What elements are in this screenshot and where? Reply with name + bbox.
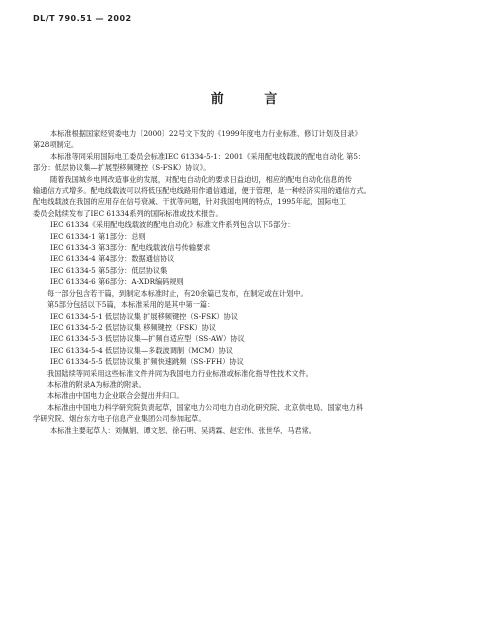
- paragraph-line: 本标准主要起草人：刘佩娟、谭文恕、徐石明、吴鸿霖、赵宏伟、张世华、马君常。: [50, 425, 316, 435]
- paragraph-line: 学研究院、烟台东方电子信息产业集团公司参加起草。: [33, 414, 206, 424]
- paragraph-line: 配电线载波在我国的应用存在信号衰减、干扰等问题，针对我国电网的特点，1995年起，国际电工: [33, 197, 346, 207]
- paragraph-line: IEC 61334-1 第1部分：总则: [50, 231, 146, 241]
- paragraph-line: IEC 61334-5-5 低层协议集 扩频快速跳频（SS-FFH）协议: [50, 357, 244, 367]
- paragraph-line: 本标准等同采用国际电工委员会标准IEC 61334-5-1：2001《采用配电线载波的配电自动化 第5：: [50, 151, 366, 161]
- paragraph-line: 委员会陆续发布了IEC 61334系列的国际标准或技术报告。: [33, 208, 223, 218]
- paragraph-line: IEC 61334-6 第6部分：A-XDR编码规则: [50, 277, 184, 287]
- paragraph-line: 第5部分包括以下5篇，本标准采用的是其中第一篇：: [47, 300, 215, 310]
- paragraph-line: IEC 61334-5-3 低层协议集—扩频自适应型（SS-AW）协议: [50, 334, 245, 344]
- paragraph-line: 每一部分包含若干篇，到制定本标准时止，有20余篇已发布，在制定或在计划中。: [47, 288, 308, 298]
- paragraph-line: 第28项制定。: [33, 140, 79, 150]
- paragraph-line: 随着我国城乡电网改造事业的发展，对配电自动化的要求日益迫切，相应的配电自动化信息的传: [50, 174, 352, 184]
- paragraph-line: 输通信方式增多。配电线载波可以将低压配电线路用作通信通道，便于管理，是一种经济实用的通信方式。: [33, 186, 371, 196]
- page-title: 前 言: [210, 92, 296, 107]
- paragraph-line: IEC 61334-5 第5部分：低层协议集: [50, 265, 168, 275]
- paragraph-line: IEC 61334-4 第4部分：数据通信协议: [50, 254, 175, 264]
- paragraph-line: 我国陆续等同采用这些标准文件并同为我国电力行业标准或标准化指导性技术文件。: [47, 368, 313, 378]
- paragraph-line: IEC 61334-3 第3部分：配电线载波信号传输要求: [50, 243, 211, 253]
- document-code-header: DL/T 790.51 — 2002: [33, 14, 132, 23]
- foreword-body: [33, 128, 467, 436]
- paragraph-line: IEC 61334《采用配电线载波的配电自动化》标准文件系列包含以下5部分：: [50, 220, 295, 230]
- paragraph-line: 本标准由中国电力企业联合会提出并归口。: [47, 391, 184, 401]
- paragraph-line: 本标准的附录A为标准的附录。: [47, 379, 146, 389]
- paragraph-line: 本标准根据国家经贸委电力〔2000〕22号文下发的《1999年度电力行业标准、修订计划及目录》: [50, 129, 362, 138]
- paragraph-line: 本标准由中国电力科学研究院负责起草，国家电力公司电力自动化研究院、北京供电局、国家电力科: [47, 402, 364, 412]
- paragraph-line: IEC 61334-5-2 低层协议集 移频键控（FSK）协议: [50, 322, 217, 332]
- paragraph-line: 部分：低层协议集—扩展型移频键控（S-FSK）协议》。: [33, 163, 211, 173]
- paragraph-line: IEC 61334-5-1 低层协议集 扩展移频键控（S-FSK）协议: [50, 311, 239, 321]
- paragraph-line: IEC 61334-5-4 低层协议集—多载波调制（MCM）协议: [50, 345, 234, 355]
